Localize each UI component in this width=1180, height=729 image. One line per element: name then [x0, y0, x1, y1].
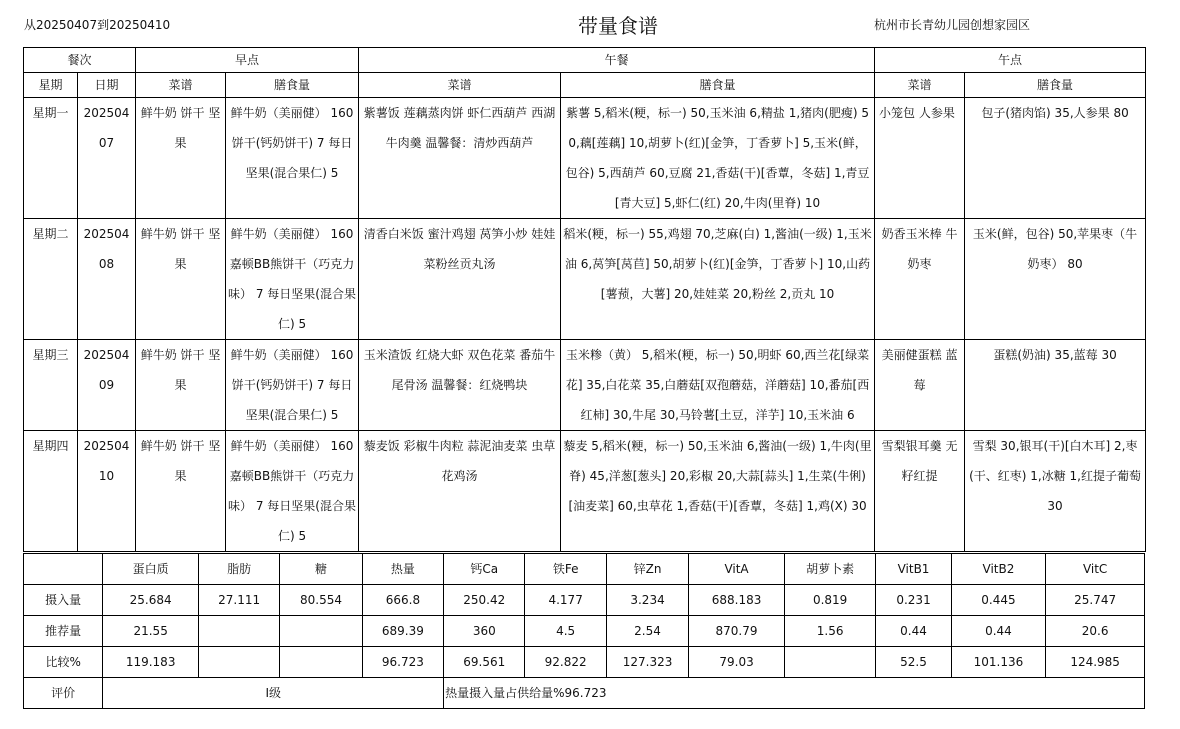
breakfast-recipe-cell: 鲜牛奶 饼干 坚果: [136, 340, 226, 431]
intake-value: 4.177: [525, 585, 606, 616]
intake-value: 688.183: [689, 585, 785, 616]
page-header: [0, 10, 1180, 40]
nutrient-header: 蛋白质: [103, 554, 199, 585]
date-range: 从20250407到20250410: [24, 18, 171, 32]
nutrient-header: 糖: [280, 554, 362, 585]
table-row: [24, 431, 1146, 552]
recommended-value: 689.39: [362, 616, 443, 647]
nutrient-header: 钙Ca: [444, 554, 525, 585]
breakfast-recipe-cell: 鲜牛奶 饼干 坚果: [136, 219, 226, 340]
nutrient-header: VitB2: [951, 554, 1046, 585]
weekday-cell: 星期一: [24, 98, 78, 219]
table-row: [24, 340, 1146, 431]
snack-recipe-cell: 美丽健蛋糕 蓝莓: [875, 340, 965, 431]
nutrient-header: 胡萝卜素: [784, 554, 876, 585]
nutrient-header: 热量: [362, 554, 443, 585]
intake-value: 0.231: [876, 585, 951, 616]
ratio-value: 124.985: [1046, 647, 1145, 678]
lunch-amount-header: 膳食量: [561, 73, 875, 98]
evaluation-row: [24, 678, 1145, 709]
evaluation-note: 热量摄入量占供给量%96.723: [444, 678, 1145, 709]
recommended-value: [280, 616, 362, 647]
breakfast-recipe-cell: 鲜牛奶 饼干 坚果: [136, 431, 226, 552]
breakfast-amount-header: 膳食量: [226, 73, 359, 98]
weekday-cell: 星期三: [24, 340, 78, 431]
recommended-value: 360: [444, 616, 525, 647]
snack-amount-cell: 蛋糕(奶油) 35,蓝莓 30: [965, 340, 1146, 431]
snack-amount-cell: 玉米(鲜，包谷) 50,苹果枣（牛奶枣） 80: [965, 219, 1146, 340]
ratio-row: [24, 647, 1145, 678]
ratio-value: 92.822: [525, 647, 606, 678]
ratio-value: 127.323: [606, 647, 688, 678]
ratio-value: 96.723: [362, 647, 443, 678]
lunch-recipe-header: 菜谱: [359, 73, 561, 98]
nutrition-corner-cell: [24, 554, 103, 585]
breakfast-amount-cell: 鲜牛奶（美丽健） 160 饼干(钙奶饼干) 7 每日坚果(混合果仁) 5: [226, 340, 359, 431]
intake-value: 25.747: [1046, 585, 1145, 616]
snack-recipe-cell: 小笼包 人参果: [875, 98, 965, 219]
lunch-amount-cell: 紫薯 5,稻米(粳，标一) 50,玉米油 6,精盐 1,猪肉(肥瘦) 50,藕[莲藕] 10,胡萝卜(红)[金笋，丁香萝卜] 5,玉米(鲜，包谷) 5,西葫芦 60,豆腐 21,香菇(干)[香蕈，冬菇] 1,青豆[青大豆] 5,虾仁(红) 20,牛肉(里脊) 10: [561, 98, 875, 219]
lunch-amount-cell: 玉米糁（黄） 5,稻米(粳，标一) 50,明虾 60,西兰花[绿菜花] 35,白花菜 35,白蘑菇[双孢蘑菇，洋蘑菇] 10,番茄[西红柿] 30,牛尾 30,马铃薯[土豆，洋芋] 10,玉米油 6: [561, 340, 875, 431]
ratio-value: 69.561: [444, 647, 525, 678]
date-cell: 20250407: [78, 98, 136, 219]
recommended-value: 1.56: [784, 616, 876, 647]
intake-row: [24, 585, 1145, 616]
snack-header: 午点: [875, 48, 1146, 73]
nutrition-table: [23, 553, 1145, 709]
nutrient-header: 锌Zn: [606, 554, 688, 585]
intake-value: 0.445: [951, 585, 1046, 616]
ratio-value: 79.03: [689, 647, 785, 678]
breakfast-amount-cell: 鲜牛奶（美丽健） 160 饼干(钙奶饼干) 7 每日坚果(混合果仁) 5: [226, 98, 359, 219]
lunch-recipe-cell: 紫薯饭 莲藕蒸肉饼 虾仁西葫芦 西湖牛肉羹 温馨餐：清炒西葫芦: [359, 98, 561, 219]
ratio-value: 52.5: [876, 647, 951, 678]
lunch-amount-cell: 藜麦 5,稻米(粳，标一) 50,玉米油 6,酱油(一级) 1,牛肉(里脊) 45,洋葱[葱头] 20,彩椒 20,大蒜[蒜头] 1,生菜(牛俐)[油麦菜] 60,虫草花 1,香菇(干)[香蕈，冬菇] 1,鸡(X) 30: [561, 431, 875, 552]
recommended-value: 20.6: [1046, 616, 1145, 647]
evaluation-label: 评价: [24, 678, 103, 709]
date-cell: 20250410: [78, 431, 136, 552]
meal-header: 餐次: [24, 48, 136, 73]
recommended-row: [24, 616, 1145, 647]
lunch-amount-cell: 稻米(粳，标一) 55,鸡翅 70,芝麻(白) 1,酱油(一级) 1,玉米油 6,莴笋[莴苣] 50,胡萝卜(红)[金笋，丁香萝卜] 10,山药[薯蓣，大薯] 20,娃娃菜 20,粉丝 2,贡丸 10: [561, 219, 875, 340]
snack-recipe-header: 菜谱: [875, 73, 965, 98]
nutrient-header: 铁Fe: [525, 554, 606, 585]
breakfast-recipe-header: 菜谱: [136, 73, 226, 98]
lunch-recipe-cell: 清香白米饭 蜜汁鸡翅 莴笋小炒 娃娃菜粉丝贡丸汤: [359, 219, 561, 340]
evaluation-grade: I级: [103, 678, 444, 709]
nutrient-header: VitB1: [876, 554, 951, 585]
recommended-value: 0.44: [876, 616, 951, 647]
snack-amount-header: 膳食量: [965, 73, 1146, 98]
breakfast-recipe-cell: 鲜牛奶 饼干 坚果: [136, 98, 226, 219]
weekday-header: 星期: [24, 73, 78, 98]
nutrition-header-row: [24, 554, 1145, 585]
intake-value: 25.684: [103, 585, 199, 616]
recommended-value: 870.79: [689, 616, 785, 647]
intake-value: 80.554: [280, 585, 362, 616]
recommended-value: 2.54: [606, 616, 688, 647]
school-name: 杭州市长青幼儿园创想家园区: [874, 18, 1031, 32]
date-cell: 20250409: [78, 340, 136, 431]
recommended-value: 4.5: [525, 616, 606, 647]
ratio-value: 101.136: [951, 647, 1046, 678]
intake-label: 摄入量: [24, 585, 103, 616]
ratio-value: [280, 647, 362, 678]
page-title: 带量食谱: [578, 14, 658, 38]
column-header-row: [24, 73, 1146, 98]
date-header: 日期: [78, 73, 136, 98]
lunch-recipe-cell: 藜麦饭 彩椒牛肉粒 蒜泥油麦菜 虫草花鸡汤: [359, 431, 561, 552]
weekday-cell: 星期二: [24, 219, 78, 340]
lunch-header: 午餐: [359, 48, 875, 73]
ratio-value: 119.183: [103, 647, 199, 678]
snack-amount-cell: 包子(猪肉馅) 35,人参果 80: [965, 98, 1146, 219]
recommended-value: 0.44: [951, 616, 1046, 647]
table-row: [24, 98, 1146, 219]
intake-value: 250.42: [444, 585, 525, 616]
intake-value: 666.8: [362, 585, 443, 616]
ratio-value: [198, 647, 279, 678]
breakfast-header: 早点: [136, 48, 359, 73]
menu-table: [23, 47, 1146, 552]
nutrient-header: VitA: [689, 554, 785, 585]
ratio-label: 比较%: [24, 647, 103, 678]
breakfast-amount-cell: 鲜牛奶（美丽健） 160 嘉顿BB熊饼干（巧克力味） 7 每日坚果(混合果仁) 5: [226, 431, 359, 552]
table-row: [24, 219, 1146, 340]
intake-value: 0.819: [784, 585, 876, 616]
weekday-cell: 星期四: [24, 431, 78, 552]
snack-amount-cell: 雪梨 30,银耳(干)[白木耳] 2,枣(干、红枣) 1,冰糖 1,红提子葡萄 30: [965, 431, 1146, 552]
recommended-value: [198, 616, 279, 647]
breakfast-amount-cell: 鲜牛奶（美丽健） 160 嘉顿BB熊饼干（巧克力味） 7 每日坚果(混合果仁) 5: [226, 219, 359, 340]
intake-value: 27.111: [198, 585, 279, 616]
nutrient-header: 脂肪: [198, 554, 279, 585]
recommended-value: 21.55: [103, 616, 199, 647]
intake-value: 3.234: [606, 585, 688, 616]
snack-recipe-cell: 雪梨银耳羹 无籽红提: [875, 431, 965, 552]
nutrient-header: VitC: [1046, 554, 1145, 585]
meal-header-row: [24, 48, 1146, 73]
ratio-value: [784, 647, 876, 678]
lunch-recipe-cell: 玉米渣饭 红烧大虾 双色花菜 番茄牛尾骨汤 温馨餐：红烧鸭块: [359, 340, 561, 431]
recommended-label: 推荐量: [24, 616, 103, 647]
date-cell: 20250408: [78, 219, 136, 340]
snack-recipe-cell: 奶香玉米棒 牛奶枣: [875, 219, 965, 340]
